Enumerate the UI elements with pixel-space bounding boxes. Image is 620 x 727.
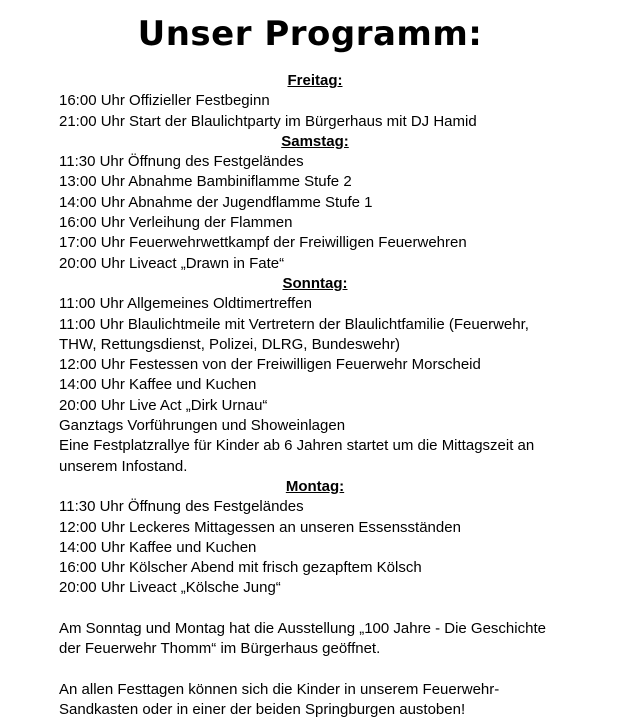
list-item: 14:00 Uhr Kaffee und Kuchen [59, 538, 257, 556]
list-item: 11:30 Uhr Öffnung des Festgeländes [59, 498, 304, 516]
page-title: Unser Programm: [137, 14, 483, 54]
list-item: 13:00 Uhr Abnahme Bambiniflamme Stufe 2 [59, 173, 352, 191]
heading-samstag: Samstag: [281, 132, 349, 150]
heading-sonntag: Sonntag: [282, 274, 348, 292]
list-item: 11:00 Uhr Blaulichtmeile mit Vertretern der Blaulichtfamilie (Feuerwehr, [59, 315, 529, 333]
list-item: 12:00 Uhr Leckeres Mittagessen an unseren Essensständen [59, 518, 461, 536]
list-item: Ganztags Vorführungen und Showeinlagen [59, 417, 346, 435]
list-item: 16:00 Uhr Kölscher Abend mit frisch gezapftem Kölsch [59, 559, 422, 577]
list-item: THW, Rettungsdienst, Polizei, DLRG, Bundeswehr) [59, 335, 400, 353]
list-item: 20:00 Uhr Liveact „Drawn in Fate“ [59, 254, 285, 272]
note-ausstellung-line: Am Sonntag und Montag hat die Ausstellung „100 Jahre - Die Geschichte [59, 620, 546, 638]
list-item: 21:00 Uhr Start der Blaulichtparty im Bürgerhaus mit DJ Hamid [59, 112, 477, 130]
heading-montag: Montag: [285, 477, 345, 495]
program-body [59, 71, 611, 721]
spacer [59, 660, 611, 680]
list-item: 12:00 Uhr Festessen von der Freiwilligen Feuerwehr Morscheid [59, 356, 481, 374]
heading-freitag: Freitag: [287, 72, 343, 89]
list-item: 17:00 Uhr Feuerwehrwettkampf der Freiwilligen Feuerwehren [59, 234, 467, 252]
list-item: 11:30 Uhr Öffnung des Festgeländes [59, 153, 304, 171]
list-item: 20:00 Uhr Liveact „Kölsche Jung“ [59, 579, 281, 597]
list-item: 20:00 Uhr Live Act „Dirk Urnau“ [59, 396, 268, 414]
list-item: 16:00 Uhr Verleihung der Flammen [59, 214, 293, 232]
list-item: unserem Infostand. [59, 457, 188, 475]
note-kinder-line: Sandkasten oder in einer der beiden Springburgen austoben! [59, 701, 466, 719]
list-item: Eine Festplatzrallye für Kinder ab 6 Jahren startet um die Mittagszeit an [59, 437, 535, 455]
note-ausstellung-line: der Feuerwehr Thomm“ im Bürgerhaus geöffnet. [59, 640, 381, 658]
list-item: 16:00 Uhr Offizieller Festbeginn [59, 92, 270, 110]
spacer [59, 599, 611, 619]
list-item: 14:00 Uhr Abnahme der Jugendflamme Stufe 1 [59, 193, 373, 211]
note-kinder-line: An allen Festtagen können sich die Kinder in unserem Feuerwehr- [59, 680, 500, 698]
list-item: 14:00 Uhr Kaffee und Kuchen [59, 376, 257, 394]
list-item: 11:00 Uhr Allgemeines Oldtimertreffen [59, 295, 312, 313]
